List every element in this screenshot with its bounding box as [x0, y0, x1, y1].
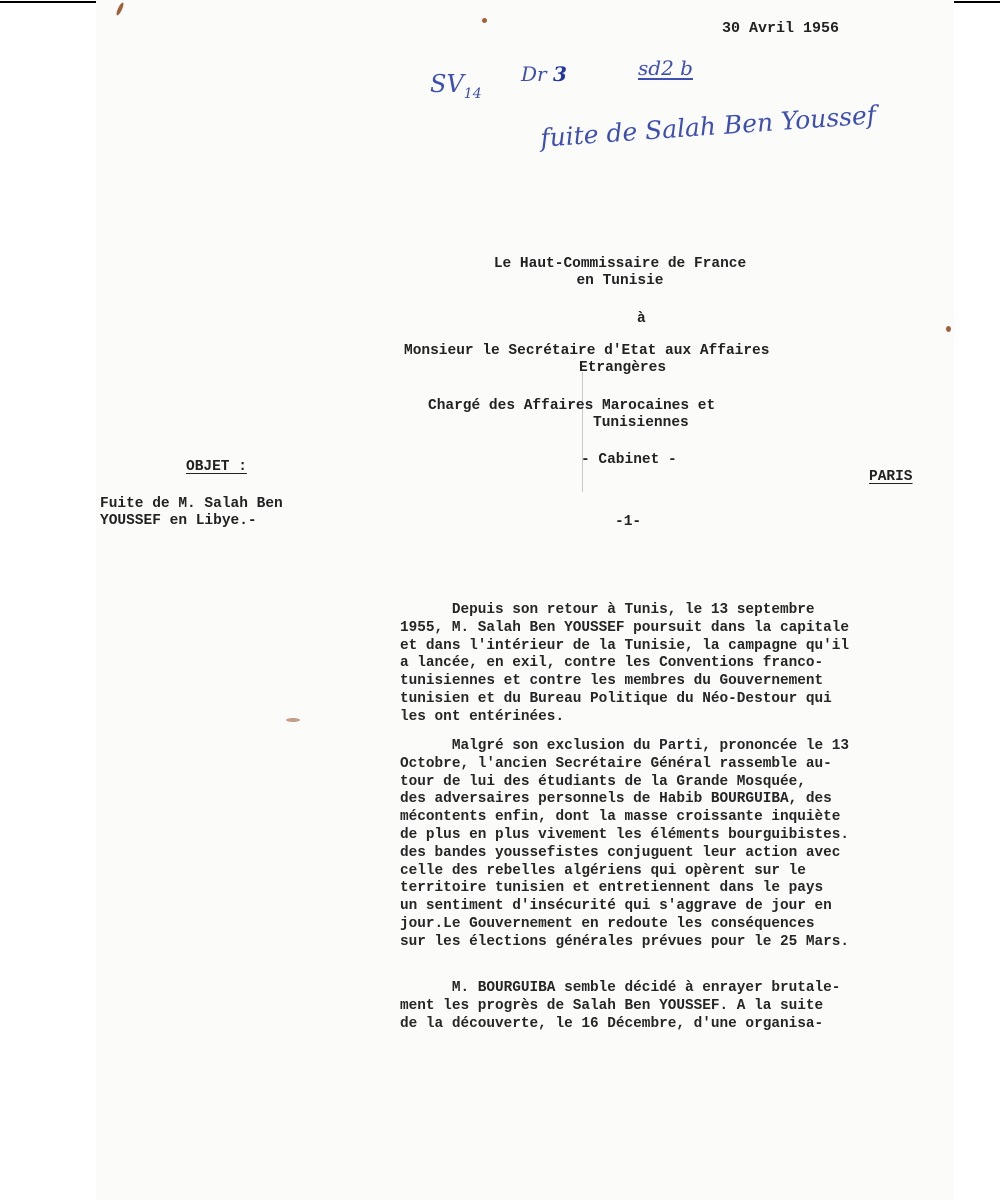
handwritten-subject-note: fuite de Salah Ben Youssef: [539, 100, 877, 153]
page-number-marker: -1-: [615, 514, 642, 530]
scan-edge-line-right: [954, 1, 1000, 3]
body-paragraph-2: Malgré son exclusion du Parti, prononcée le 13 Octobre, l'ancien Secrétaire Général rassemble au- tour de lui des étudiants de la Grande Mosquée, des adversaires personnels de Habib BOURGUIBA, des mécontents enfin, dont la masse croissante inquiète de plus en plus vivement les éléments bourguibistes. des bandes youssefistes conjuguent leur action avec celle des rebelles algériens qui opèrent sur le territoire tunisien et entretiennent dans le pays un sentiment d'insécurité qui s'aggrave de jour en jour.Le Gouvernement en redoute les conséquences sur les élections générales prévues pour le 25 Mars.: [400, 738, 850, 950]
to-word: à: [637, 311, 646, 327]
objet-line-2: YOUSSEF en Libye.-: [100, 513, 257, 529]
handwritten-ref-dr: Dr 3: [521, 62, 567, 86]
sender-line-1: Le Haut-Commissaire de France: [493, 256, 747, 272]
recipient-city: PARIS: [869, 469, 913, 485]
recipient-cabinet: - Cabinet -: [581, 452, 677, 468]
body-paragraph-3: M. BOURGUIBA semble décidé à enrayer brutale- ment les progrès de Salah Ben YOUSSEF. A la suite de la découverte, le 16 Décembre, d'une organisa-: [400, 980, 841, 1032]
paper-fold-mark: [582, 372, 583, 492]
sender-line-2: en Tunisie: [576, 273, 664, 289]
handwritten-ref-sd2b: sd2 b: [638, 56, 693, 80]
recipient-line-3: Chargé des Affaires Marocaines et: [428, 398, 716, 414]
paper-speck: [286, 718, 300, 722]
document-date: 30 Avril 1956: [722, 20, 840, 37]
paper-speck: [115, 2, 125, 16]
paper-speck: [946, 326, 951, 332]
handwritten-ref-sv: $SV_{14}$: [430, 70, 482, 102]
objet-line-1: Fuite de M. Salah Ben: [100, 496, 283, 512]
recipient-line-4: Tunisiennes: [593, 415, 689, 431]
document-page: [96, 0, 954, 1200]
body-paragraph-1: Depuis son retour à Tunis, le 13 septembre 1955, M. Salah Ben YOUSSEF poursuit dans la capitale et dans l'intérieur de la Tunisie, la campagne qu'il a lancée, en exil, contre les Conventions franco- tunisiennes et contre les membres du Gouvernement tunisien et du Bureau Politique du Néo-Destour qui les ont entérinées.: [400, 602, 850, 725]
paper-speck: [482, 18, 487, 23]
recipient-line-2: Etrangères: [579, 360, 667, 376]
objet-label: OBJET :: [186, 459, 247, 475]
recipient-line-1: Monsieur le Secrétaire d'Etat aux Affaires: [404, 343, 770, 359]
scan-edge-line-left: [0, 1, 96, 3]
